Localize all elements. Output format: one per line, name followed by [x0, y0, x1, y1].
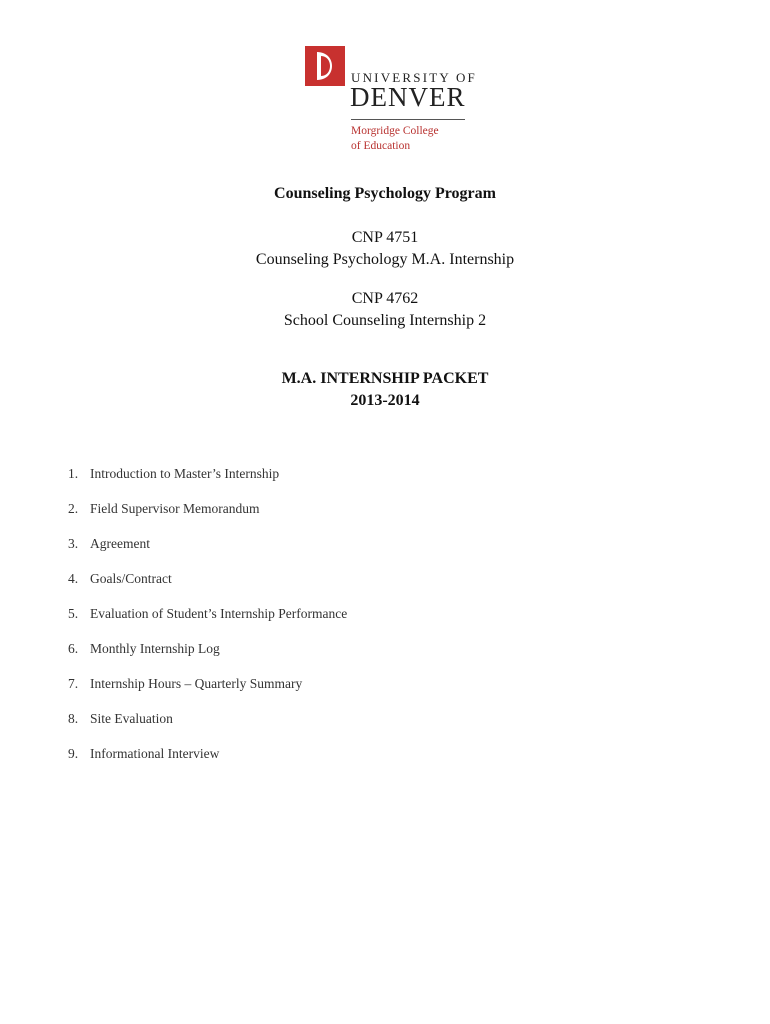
logo-divider — [351, 119, 465, 120]
logo-university-of: UNIVERSITY OF — [351, 70, 477, 85]
logo-college-line1: Morgridge College — [351, 125, 439, 137]
course-code: CNP 4762 — [351, 290, 419, 307]
course-code: CNP 4751 — [351, 229, 419, 246]
list-item: 5. Evaluation of Student’s Internship Performance — [68, 606, 348, 621]
course-block-1 — [0, 227, 770, 271]
logo-college — [351, 124, 439, 154]
list-item: 7. Internship Hours – Quarterly Summary — [68, 676, 303, 691]
packet-title: M.A. INTERNSHIP PACKET — [281, 370, 489, 387]
list-item: 8. Site Evaluation — [68, 711, 173, 726]
program-title: Counseling Psychology Program — [274, 185, 496, 202]
table-of-contents — [68, 466, 347, 781]
university-logo-mark — [305, 46, 345, 86]
list-item: 4. Goals/Contract — [68, 571, 172, 586]
list-item: 9. Informational Interview — [68, 746, 220, 761]
logo-denver: DENVER — [350, 82, 466, 112]
list-item: 6. Monthly Internship Log — [68, 641, 220, 656]
logo-college-line2: of Education — [351, 140, 411, 152]
packet-heading — [0, 368, 770, 412]
list-item: 3. Agreement — [68, 536, 150, 551]
list-item: 1. Introduction to Master’s Internship — [68, 466, 280, 481]
course-block-2 — [0, 288, 770, 332]
packet-year: 2013-2014 — [350, 392, 420, 409]
list-item: 2. Field Supervisor Memorandum — [68, 501, 260, 516]
course-name: School Counseling Internship 2 — [283, 312, 487, 329]
course-name: Counseling Psychology M.A. Internship — [255, 251, 515, 268]
